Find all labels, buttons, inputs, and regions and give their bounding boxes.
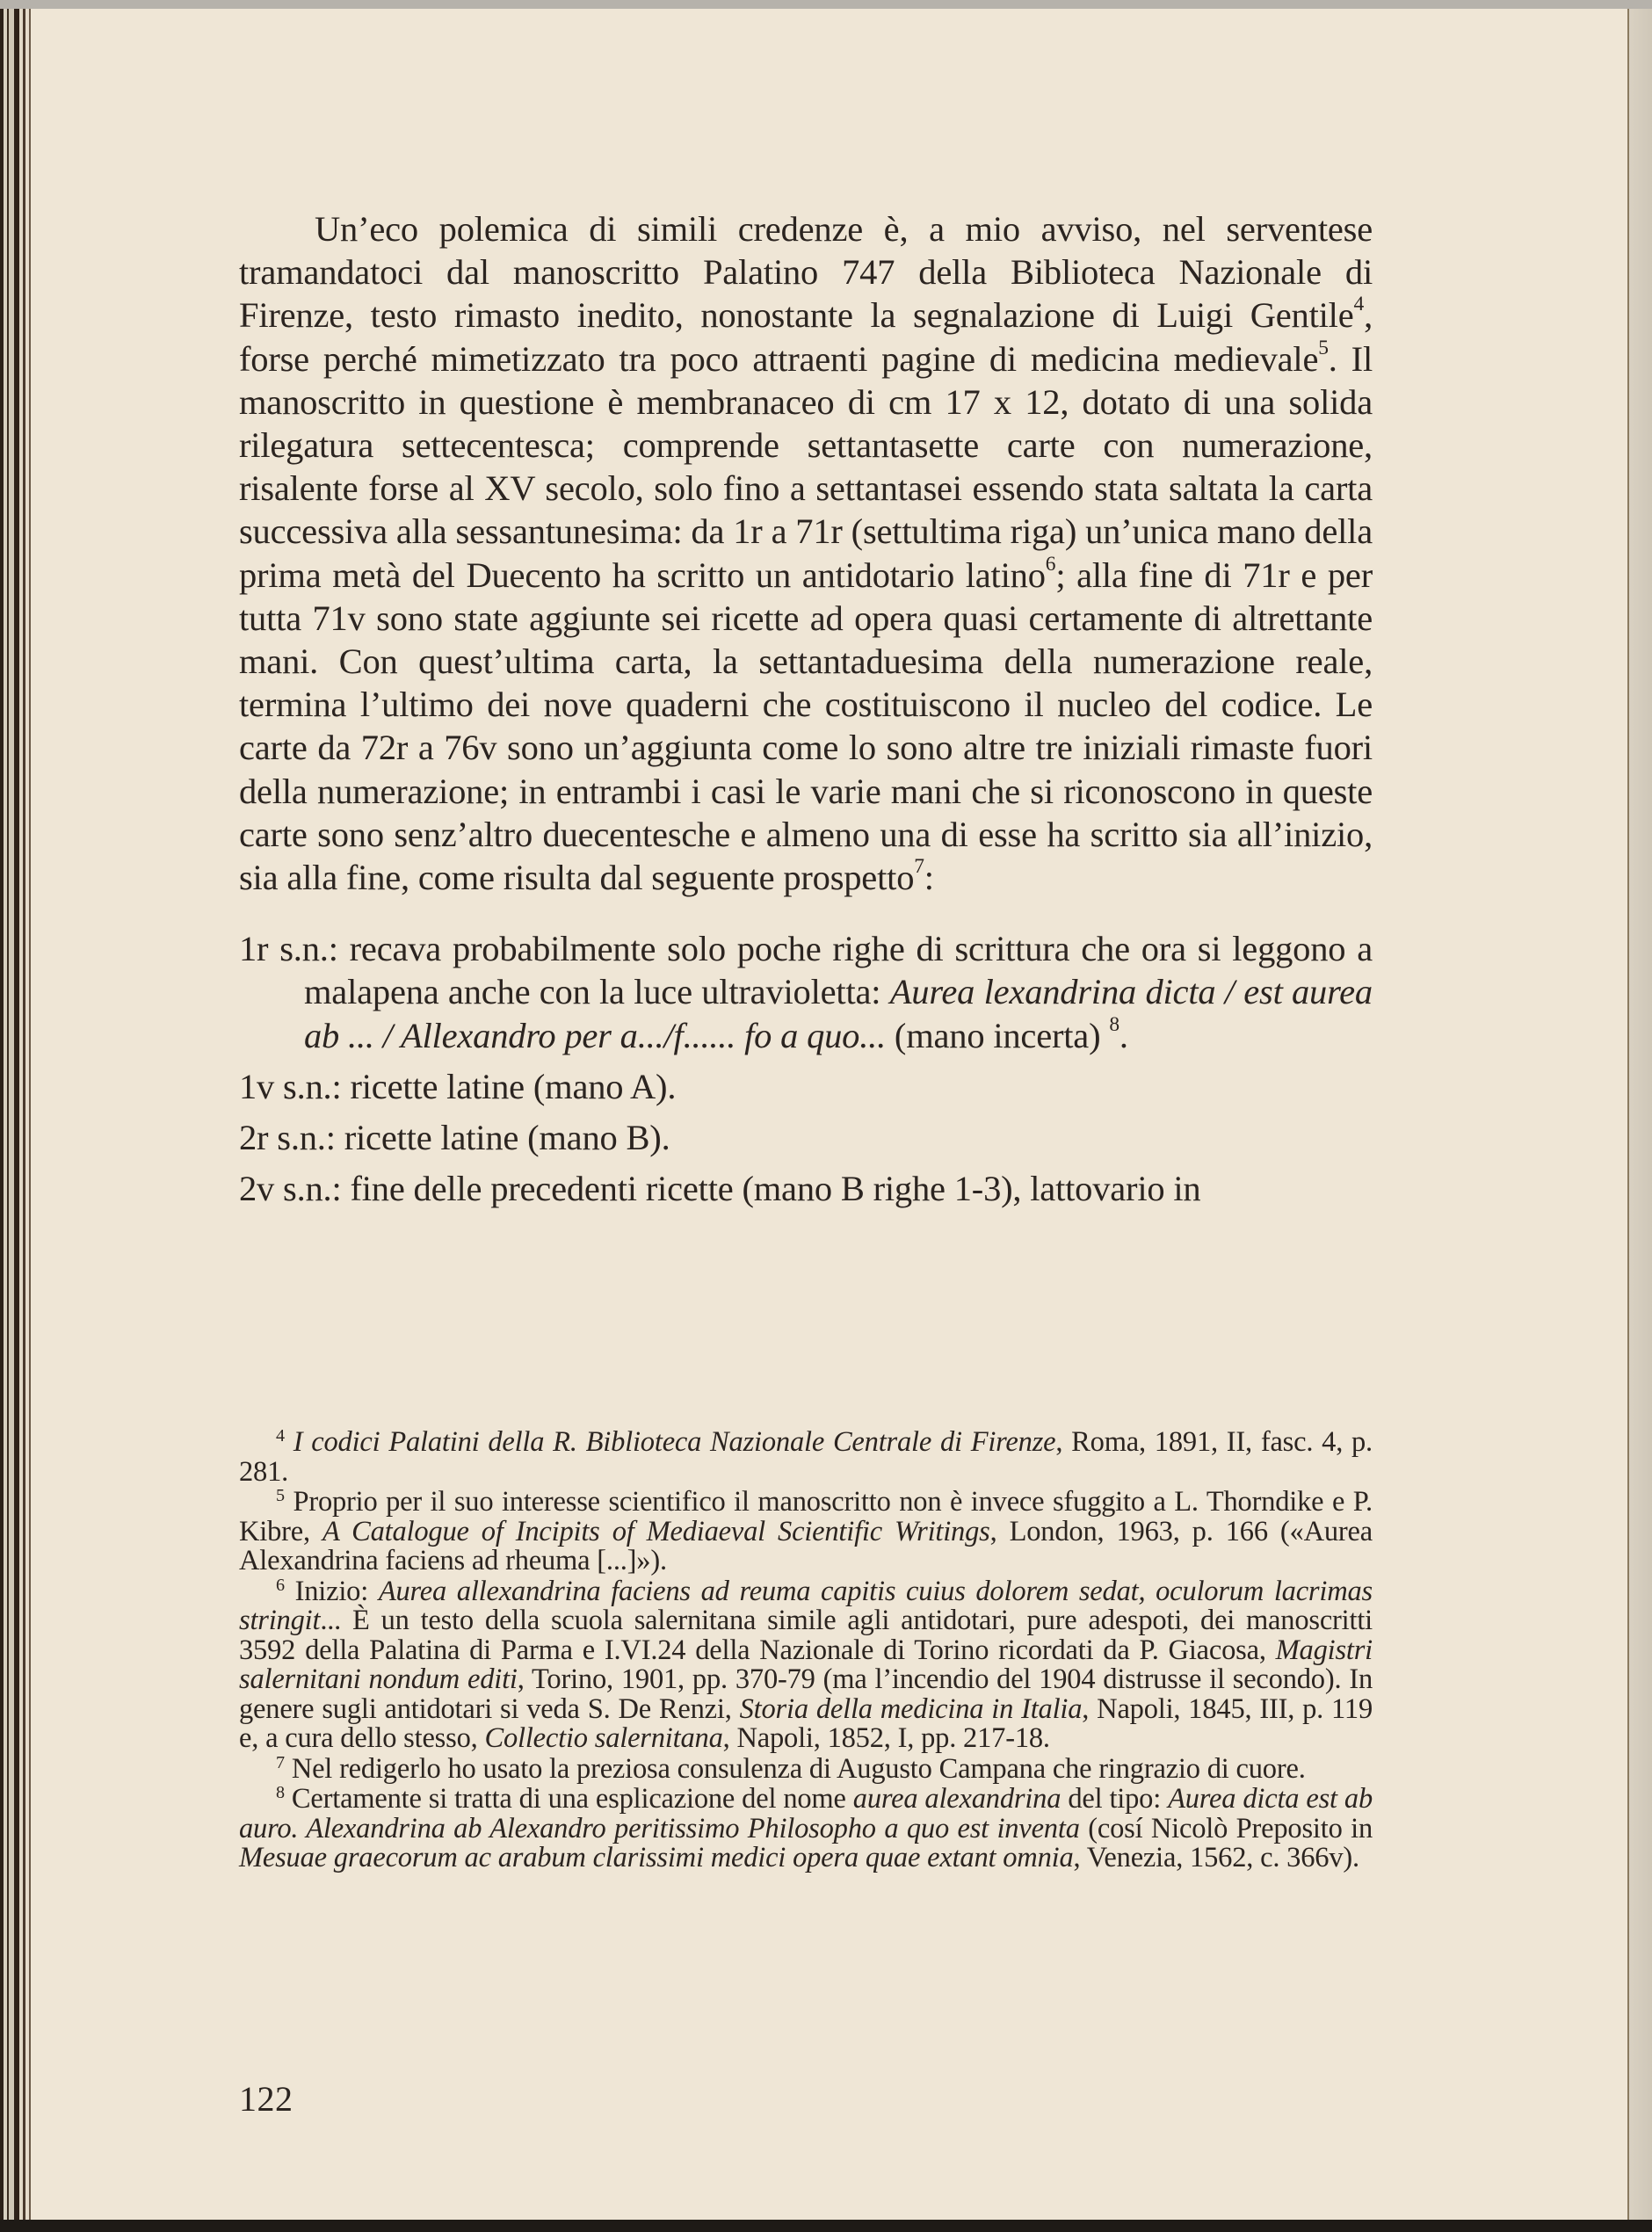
list-item-text: recava probabilmente solo poche righe di scrittura che ora si leggono a malapena anche con la luce ultravioletta: (304, 929, 1373, 1012)
footnote-7 (239, 1752, 1373, 1785)
list-item (239, 1116, 1373, 1159)
footnote-text: , Torino, 1901, pp. 370-79 (ma l’incendio del 1904 distrusse il secondo). In genere sugli antidotari si veda S. De Renzi, (239, 1663, 1373, 1725)
cited-title: Storia della medicina in Italia (739, 1692, 1083, 1725)
cited-title: I codici Palatini della R. Biblioteca Nazionale Centrale di Firenze (293, 1426, 1056, 1458)
footnote-5 (239, 1485, 1373, 1576)
folio-label: 2v s.n.: (239, 1169, 342, 1209)
scan-top-border (0, 0, 1652, 9)
paragraph-text: : (924, 858, 934, 898)
footnote-ref-4[interactable]: 4 (1353, 293, 1365, 316)
footnote-text: , Napoli, 1852, I, pp. 217-18. (722, 1722, 1050, 1754)
folio-label: 1v s.n.: (239, 1066, 342, 1106)
page-number: 122 (239, 2079, 293, 2119)
list-item (239, 1065, 1373, 1108)
footnote-text: , Roma, 1891, II, fasc. 4, p. 281. (239, 1426, 1373, 1488)
footnote-text: , Napoli, 1845, III, p. 119 e, a cura dello stesso, (239, 1692, 1373, 1754)
main-text-column (239, 207, 1373, 1218)
footnote-6 (239, 1577, 1373, 1754)
footnote-text: , Venezia, 1562, c. 366v). (1073, 1842, 1359, 1873)
list-item-text: . (1119, 1015, 1128, 1055)
footnote-4 (239, 1425, 1373, 1488)
list-item-text: (mano incerta) (886, 1015, 1101, 1055)
page-edges-left (0, 9, 32, 2223)
list-item-text: fine delle precedenti ricette (mano B righe 1-3), lattovario in (341, 1169, 1201, 1209)
manuscript-prospectus-list (239, 927, 1373, 1210)
footnote-ref-5[interactable]: 5 (1318, 336, 1329, 359)
body-paragraph (239, 207, 1373, 899)
latin-quote: Aurea dicta est ab auro. Alexandrina ab Alexandro peritissimo Philosopho a quo est inventa (239, 1783, 1373, 1844)
footnote-text: , London, 1963, p. 166 («Aurea Alexandrina faciens ad rheuma [...]»). (239, 1515, 1373, 1576)
footnote-text: Nel redigerlo ho usato la preziosa consulenza di Augusto Campana che ringrazio di cuore. (291, 1752, 1306, 1785)
folio-label: 1r s.n.: (239, 929, 338, 969)
cited-title: Collectio salernitana (484, 1722, 723, 1754)
paragraph-text: Un’eco polemica di simili credenze è, a mio avviso, nel serventese tramandatoci dal manoscritto Palatino 747 della Biblioteca Nazionale di Firenze, testo rimasto inedito, nonostante la segnalazione di Luigi Gentile (239, 209, 1373, 336)
footnote-ref-7[interactable]: 7 (914, 855, 924, 879)
footnote-number: 7 (276, 1752, 285, 1772)
latin-quote: Aurea allexandrina faciens ad reuma capitis cuius dolorem sedat, oculorum lacrimas stringit (239, 1575, 1373, 1636)
footnote-number: 4 (276, 1425, 285, 1446)
cited-title: A Catalogue of Incipits of Mediaeval Scientific Writings (322, 1515, 990, 1547)
list-item-text: ricette latine (mano A). (341, 1066, 677, 1106)
cited-title: Magistri salernitani nondum editi (239, 1634, 1373, 1695)
folio-label: 2r s.n.: (239, 1118, 336, 1158)
paragraph-text: , forse perché mimetizzato tra poco attraenti pagine di medicina medievale (239, 295, 1373, 379)
latin-quote: Aurea lexandrina dicta / est aurea ab ... / Allexandro per a.../f...... fo a quo... (304, 972, 1373, 1055)
footnote-text: Proprio per il suo interesse scientifico il manoscritto non è invece sfuggito a L. Thorndike e P. Kibre, (239, 1486, 1373, 1547)
paragraph-text: . Il manoscritto in questione è membranaceo di cm 17 x 12, dotato di una solida rilegatura settecentesca; comprende settantasette carte con numerazione, risalente forse al XV secolo, solo fino a settantasei essendo stata saltata la carta successiva alla sessantunesima: da 1r a 71r (settultima riga) un’unica mano della prima metà del Duecento ha scritto un antidotario latino (239, 338, 1373, 595)
footnotes-section (239, 1425, 1373, 1874)
footnote-text: (cosí Nicolò Preposito in (1079, 1812, 1373, 1844)
list-item-text: ricette latine (mano B). (335, 1118, 670, 1158)
footnote-text: ... È un testo della scuola salernitana simile agli antidotari, pure adespoti, dei manoscritti 3592 della Palatina di Parma e I.VI.24 della Nazionale di Torino ricordati da P. Giacosa, (239, 1605, 1373, 1666)
footnote-text: Inizio: (294, 1575, 379, 1607)
list-item (239, 927, 1373, 1057)
footnote-text: del tipo: (1061, 1783, 1169, 1815)
scan-bottom-border (0, 2220, 1652, 2232)
footnote-number: 8 (276, 1782, 285, 1802)
footnote-ref-8[interactable]: 8 (1109, 1012, 1119, 1036)
paragraph-text: ; alla fine di 71r e per tutta 71v sono state aggiunte sei ricette ad opera quasi certamente di altrettante mani. Con quest’ultima carta, la settantaduesima della numerazione reale, termina l’ultimo dei nove quaderni che costituiscono il nucleo del codice. Le carte da 72r a 76v sono un’aggiunta come lo sono altre tre iniziali rimaste fuori della numerazione; in entrambi i casi le varie mani che si riconoscono in queste carte sono senz’altro duecentesche e almeno una di esse ha scritto sia all’inizio, sia alla fine, come risulta dal seguente prospetto (239, 554, 1373, 898)
footnote-text: Certamente si tratta di una esplicazione del nome (291, 1783, 853, 1815)
latin-quote: aurea alexandrina (852, 1783, 1061, 1815)
footnote-number: 5 (276, 1485, 285, 1505)
footnote-ref-6[interactable]: 6 (1045, 552, 1056, 576)
page-edge-right (1627, 9, 1652, 2223)
footnote-8 (239, 1782, 1373, 1873)
cited-title: Mesuae graecorum ac arabum clarissimi medici opera quae extant omnia (239, 1842, 1074, 1873)
list-item (239, 1167, 1373, 1210)
footnote-number: 6 (276, 1575, 285, 1595)
